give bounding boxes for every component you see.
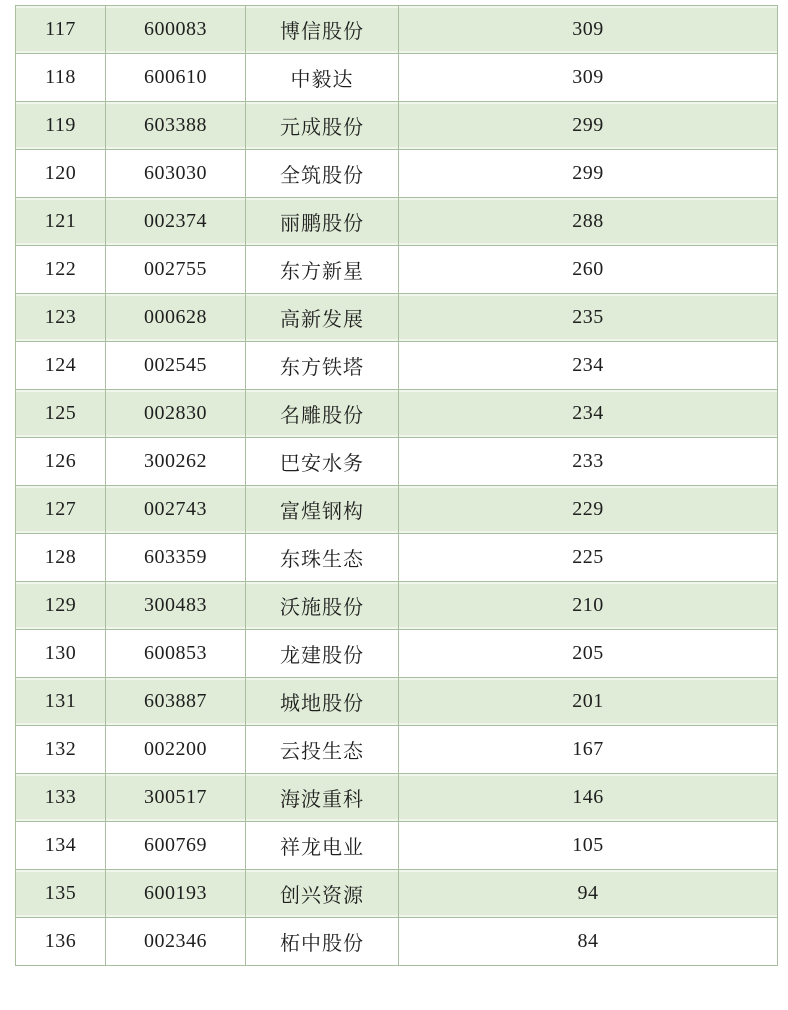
rank-cell: 120 xyxy=(16,150,106,198)
stock-code-cell: 603030 xyxy=(106,150,246,198)
value-cell: 210 xyxy=(399,582,778,630)
stock-name-cell: 丽鹏股份 xyxy=(246,198,399,246)
rank-cell: 132 xyxy=(16,726,106,774)
stock-name-cell: 全筑股份 xyxy=(246,150,399,198)
stock-code-cell: 603887 xyxy=(106,678,246,726)
stock-name-cell: 创兴资源 xyxy=(246,870,399,918)
table-row xyxy=(16,294,778,342)
stock-name-cell: 祥龙电业 xyxy=(246,822,399,870)
table-row xyxy=(16,486,778,534)
table-row xyxy=(16,102,778,150)
stock-table xyxy=(15,5,778,966)
rank-cell: 134 xyxy=(16,822,106,870)
stock-code-cell: 300262 xyxy=(106,438,246,486)
value-cell: 94 xyxy=(399,870,778,918)
stock-code-cell: 600083 xyxy=(106,6,246,54)
stock-code-cell: 300517 xyxy=(106,774,246,822)
stock-name-cell: 东方新星 xyxy=(246,246,399,294)
rank-cell: 125 xyxy=(16,390,106,438)
rank-cell: 127 xyxy=(16,486,106,534)
stock-code-cell: 600193 xyxy=(106,870,246,918)
stock-name-cell: 城地股份 xyxy=(246,678,399,726)
value-cell: 233 xyxy=(399,438,778,486)
stock-name-cell: 沃施股份 xyxy=(246,582,399,630)
table-row xyxy=(16,198,778,246)
rank-cell: 118 xyxy=(16,54,106,102)
rank-cell: 131 xyxy=(16,678,106,726)
value-cell: 309 xyxy=(399,54,778,102)
table-row xyxy=(16,390,778,438)
table-row xyxy=(16,822,778,870)
stock-name-cell: 博信股份 xyxy=(246,6,399,54)
stock-code-cell: 000628 xyxy=(106,294,246,342)
stock-code-cell: 603359 xyxy=(106,534,246,582)
stock-code-cell: 600853 xyxy=(106,630,246,678)
stock-name-cell: 中毅达 xyxy=(246,54,399,102)
stock-name-cell: 东方铁塔 xyxy=(246,342,399,390)
stock-name-cell: 名雕股份 xyxy=(246,390,399,438)
stock-name-cell: 富煌钢构 xyxy=(246,486,399,534)
table-row xyxy=(16,54,778,102)
stock-code-cell: 600610 xyxy=(106,54,246,102)
table-row xyxy=(16,918,778,966)
stock-code-cell: 600769 xyxy=(106,822,246,870)
value-cell: 299 xyxy=(399,150,778,198)
stock-name-cell: 柘中股份 xyxy=(246,918,399,966)
value-cell: 234 xyxy=(399,342,778,390)
stock-name-cell: 龙建股份 xyxy=(246,630,399,678)
stock-name-cell: 元成股份 xyxy=(246,102,399,150)
table-row xyxy=(16,246,778,294)
value-cell: 225 xyxy=(399,534,778,582)
rank-cell: 123 xyxy=(16,294,106,342)
stock-code-cell: 300483 xyxy=(106,582,246,630)
value-cell: 167 xyxy=(399,726,778,774)
rank-cell: 135 xyxy=(16,870,106,918)
stock-name-cell: 巴安水务 xyxy=(246,438,399,486)
rank-cell: 124 xyxy=(16,342,106,390)
value-cell: 234 xyxy=(399,390,778,438)
rank-cell: 129 xyxy=(16,582,106,630)
value-cell: 260 xyxy=(399,246,778,294)
value-cell: 146 xyxy=(399,774,778,822)
stock-code-cell: 002374 xyxy=(106,198,246,246)
value-cell: 105 xyxy=(399,822,778,870)
table-row xyxy=(16,150,778,198)
rank-cell: 121 xyxy=(16,198,106,246)
rank-cell: 128 xyxy=(16,534,106,582)
stock-name-cell: 高新发展 xyxy=(246,294,399,342)
value-cell: 235 xyxy=(399,294,778,342)
table-row xyxy=(16,726,778,774)
rank-cell: 126 xyxy=(16,438,106,486)
table-row xyxy=(16,774,778,822)
stock-name-cell: 东珠生态 xyxy=(246,534,399,582)
rank-cell: 119 xyxy=(16,102,106,150)
stock-code-cell: 002545 xyxy=(106,342,246,390)
rank-cell: 136 xyxy=(16,918,106,966)
stock-code-cell: 002743 xyxy=(106,486,246,534)
rank-cell: 117 xyxy=(16,6,106,54)
stock-code-cell: 002830 xyxy=(106,390,246,438)
table-row xyxy=(16,582,778,630)
rank-cell: 122 xyxy=(16,246,106,294)
table-row xyxy=(16,438,778,486)
stock-code-cell: 002755 xyxy=(106,246,246,294)
stock-code-cell: 603388 xyxy=(106,102,246,150)
value-cell: 288 xyxy=(399,198,778,246)
stock-name-cell: 海波重科 xyxy=(246,774,399,822)
value-cell: 229 xyxy=(399,486,778,534)
rank-cell: 130 xyxy=(16,630,106,678)
stock-name-cell: 云投生态 xyxy=(246,726,399,774)
table-row xyxy=(16,342,778,390)
value-cell: 201 xyxy=(399,678,778,726)
rank-cell: 133 xyxy=(16,774,106,822)
value-cell: 84 xyxy=(399,918,778,966)
stock-code-cell: 002346 xyxy=(106,918,246,966)
table-row xyxy=(16,534,778,582)
table-row xyxy=(16,678,778,726)
value-cell: 299 xyxy=(399,102,778,150)
stock-code-cell: 002200 xyxy=(106,726,246,774)
value-cell: 309 xyxy=(399,6,778,54)
value-cell: 205 xyxy=(399,630,778,678)
table-body xyxy=(16,6,778,966)
table-row xyxy=(16,870,778,918)
table-row xyxy=(16,6,778,54)
table-row xyxy=(16,630,778,678)
